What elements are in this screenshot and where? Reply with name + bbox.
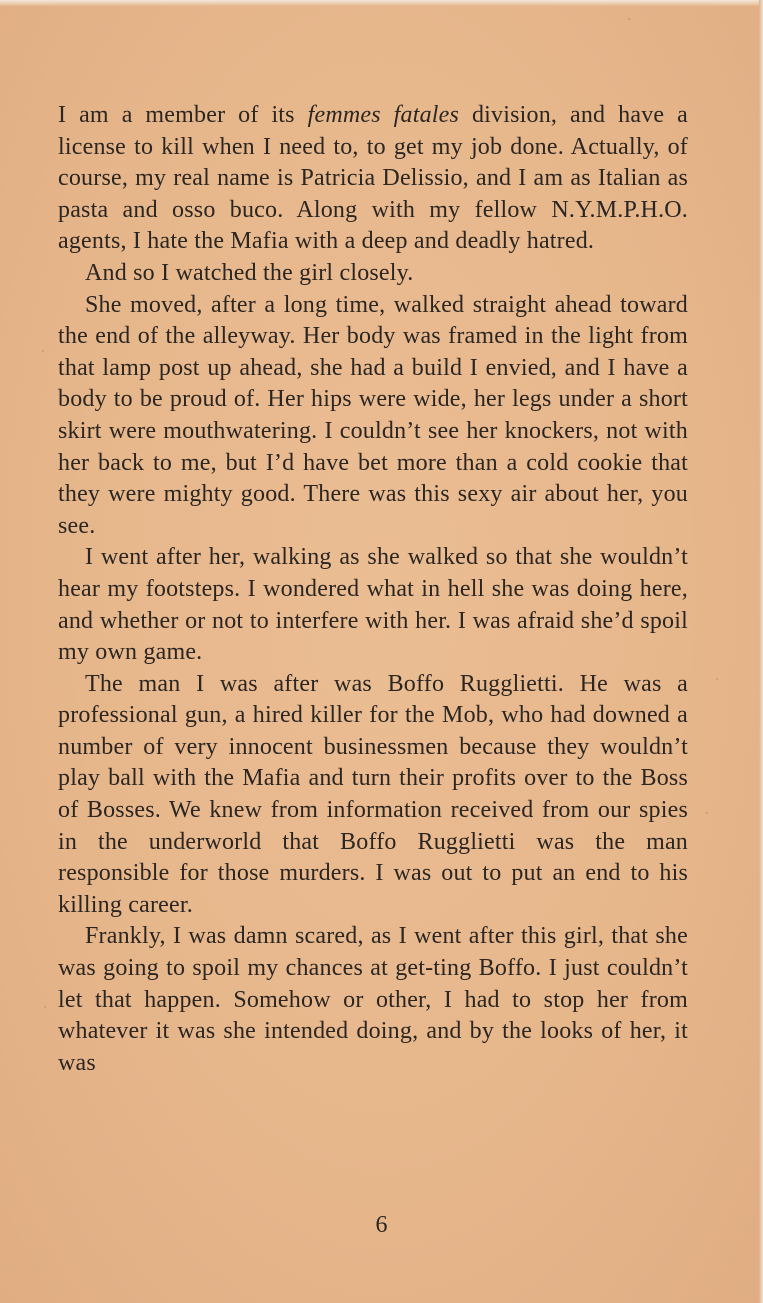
text-run: She moved, after a long time, walked straight ahead toward the end of the alleyway. Her body was framed in the light from that lamp post up ahead, she had a build I envied, and I have a body to be proud of. Her hips were wide, her legs under a short skirt were mouthwatering. I couldn’t see her knockers, not with her back to me, but I’d have bet more than a cold cookie that they were mighty good. There was this sexy air about her, you see. <box>58 291 688 539</box>
paragraph <box>58 669 688 922</box>
text-run: division, and have a license to kill when I need to, to get my job done. Actually, of course, my real name is Patricia Delissio, and I am as Italian as pasta and osso buco. Along with my fellow N.Y.M.P.H.O. agents, I hate the Mafia with a deep and deadly hatred. <box>58 102 688 255</box>
text-run: And so I watched the girl closely. <box>85 259 414 286</box>
paper-speck <box>42 350 44 352</box>
paragraph <box>58 921 688 1079</box>
italic-text: femmes fatales <box>307 102 460 128</box>
paragraph <box>58 290 688 543</box>
paper-speck <box>44 1006 46 1008</box>
text-run: I am a member of its <box>58 102 308 128</box>
body-text <box>58 100 688 1079</box>
text-run: I went after her, walking as she walked so that she wouldn’t hear my footsteps. I wondered what in hell she was doing here, and whether or not to interfere with her. I was afraid she’d spoil my own game. <box>58 544 688 666</box>
paragraph <box>58 100 688 258</box>
page-right-edge <box>759 0 763 1303</box>
page-number: 6 <box>375 1212 388 1238</box>
page-top-edge <box>0 0 763 6</box>
paragraph <box>58 542 688 668</box>
text-run: The man I was after was Boffo Rugglietti. He was a professional gun, a hired killer for the Mob, who had downed a number of very innocent businessmen because they wouldn’t play ball with the Mafia and turn their profits over to the Boss of Bosses. We knew from information received from our spies in the underworld that Boffo Rugglietti was the man responsible for those murders. I was out to put an end to his killing career. <box>58 670 688 918</box>
paper-speck <box>716 678 718 680</box>
text-run: Frankly, I was damn scared, as I went after this girl, that she was going to spoil my chances at get-ting Boffo. I just couldn’t let that happen. Somehow or other, I had to stop her from whatever it was she intended doing, and by the looks of her, it was <box>58 923 688 1076</box>
paper-speck <box>706 812 708 814</box>
paragraph <box>58 258 688 290</box>
paper-speck <box>628 18 630 20</box>
